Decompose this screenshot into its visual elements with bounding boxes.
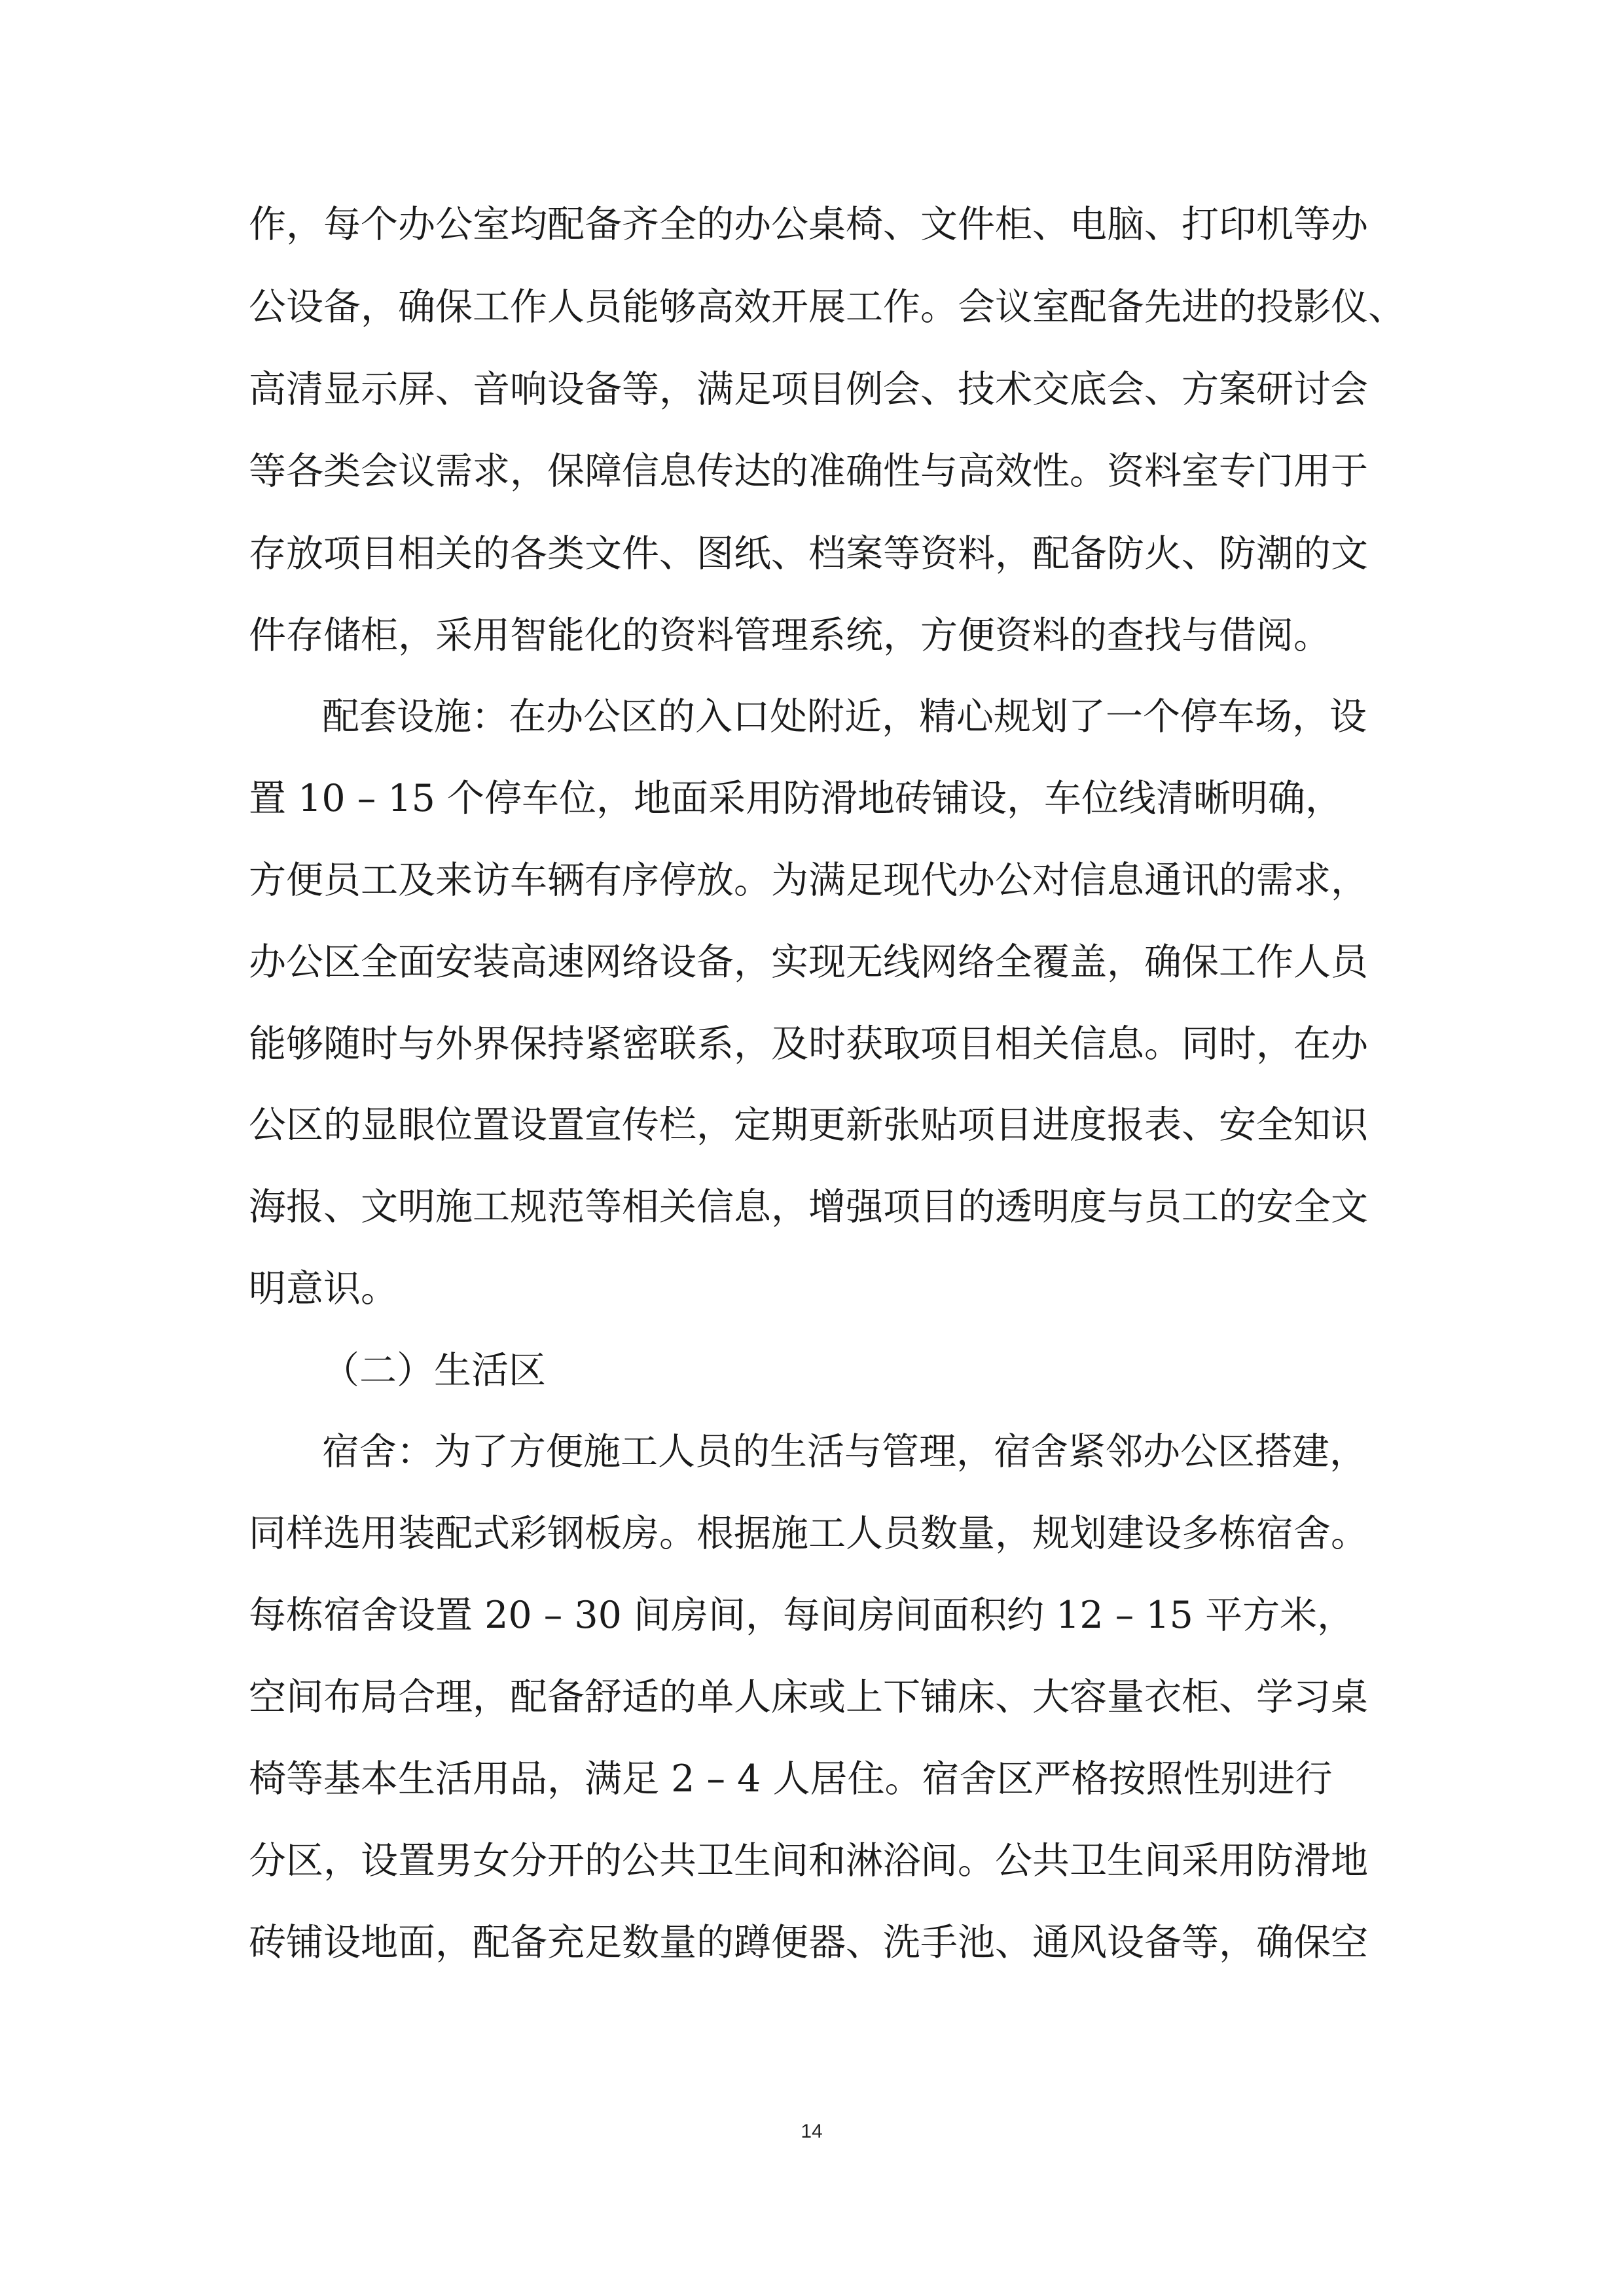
text-line: 高清显示屏、音响设备等，满足项目例会、技术交底会、方案研讨会 <box>249 368 1368 411</box>
text-line: 分区，设置男女分开的公共卫生间和淋浴间。公共卫生间采用防滑地 <box>249 1839 1368 1882</box>
text-line: 方便员工及来访车辆有序停放。为满足现代办公对信息通讯的需求， <box>249 859 1368 902</box>
paragraph-first-line: 配套设施：在办公区的入口处附近，精心规划了一个停车场，设 <box>322 695 1367 738</box>
text-line: 办公区全面安装高速网络设备，实现无线网络全覆盖，确保工作人员 <box>249 941 1368 984</box>
text-line: 空间布局合理，配备舒适的单人床或上下铺床、大容量衣柜、学习桌 <box>249 1676 1368 1719</box>
text-line: 海报、文明施工规范等相关信息，增强项目的透明度与员工的安全文 <box>249 1185 1368 1229</box>
text-line: 明意识。 <box>249 1267 398 1310</box>
page-number: 14 <box>801 2121 823 2142</box>
paragraph-first-line: 宿舍：为了方便施工人员的生活与管理，宿舍紧邻办公区搭建， <box>322 1430 1367 1473</box>
text-line: 置 10 – 15 个停车位，地面采用防滑地砖铺设，车位线清晰明确， <box>249 777 1343 820</box>
text-line: 椅等基本生活用品，满足 2 – 4 人居住。宿舍区严格按照性别进行 <box>249 1757 1333 1801</box>
text-line: 公设备，确保工作人员能够高效开展工作。会议室配备先进的投影仪、 <box>249 285 1405 329</box>
text-line: 公区的显眼位置设置宣传栏，定期更新张贴项目进度报表、安全知识 <box>249 1103 1368 1147</box>
text-line: 砖铺设地面，配备充足数量的蹲便器、洗手池、通风设备等，确保空 <box>249 1921 1368 1964</box>
text-line: 能够随时与外界保持紧密联系，及时获取项目相关信息。同时，在办 <box>249 1022 1368 1066</box>
text-line: 每栋宿舍设置 20 – 30 间房间，每间房间面积约 12 – 15 平方米， <box>249 1594 1355 1637</box>
text-line: 作，每个办公室均配备齐全的办公桌椅、文件柜、电脑、打印机等办 <box>249 203 1368 246</box>
text-line: 存放项目相关的各类文件、图纸、档案等资料，配备防火、防潮的文 <box>249 532 1368 575</box>
text-line: 同样选用装配式彩钢板房。根据施工人员数量，规划建设多栋宿舍。 <box>249 1512 1368 1555</box>
text-line: 件存储柜，采用智能化的资料管理系统，方便资料的查找与借阅。 <box>249 614 1331 657</box>
section-heading: （二）生活区 <box>322 1349 546 1392</box>
text-line: 等各类会议需求，保障信息传达的准确性与高效性。资料室专门用于 <box>249 450 1368 493</box>
